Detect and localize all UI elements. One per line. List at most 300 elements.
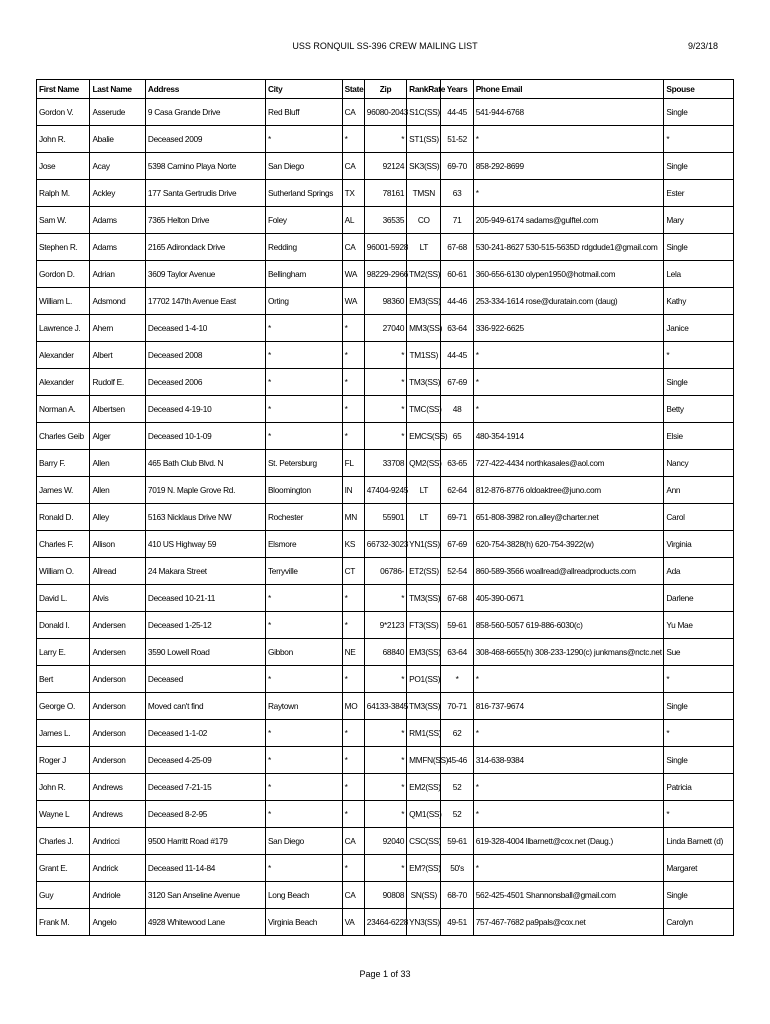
cell-last-name: Anderson: [90, 666, 145, 693]
cell-rank-rate: TM3(SS): [407, 369, 441, 396]
cell-city: Bloomington: [265, 477, 342, 504]
cell-city: St. Petersburg: [265, 450, 342, 477]
cell-years: 49-51: [441, 909, 473, 936]
cell-phone-email: 205-949-6174 sadams@gulftel.com: [473, 207, 664, 234]
cell-years: 62: [441, 720, 473, 747]
cell-state: *: [342, 666, 364, 693]
cell-first-name: Norman A.: [37, 396, 90, 423]
cell-address: 177 Santa Gertrudis Drive: [145, 180, 265, 207]
column-header-phone-email: Phone Email: [473, 80, 664, 99]
cell-spouse: *: [664, 666, 734, 693]
cell-years: 52: [441, 801, 473, 828]
cell-city: Elsmore: [265, 531, 342, 558]
cell-years: 59-61: [441, 828, 473, 855]
cell-address: Deceased 11-14-84: [145, 855, 265, 882]
cell-city: *: [265, 801, 342, 828]
cell-state: *: [342, 774, 364, 801]
cell-rank-rate: LT: [407, 504, 441, 531]
cell-state: NE: [342, 639, 364, 666]
cell-state: CA: [342, 99, 364, 126]
cell-state: *: [342, 369, 364, 396]
cell-last-name: Albertsen: [90, 396, 145, 423]
cell-state: *: [342, 585, 364, 612]
cell-state: *: [342, 315, 364, 342]
cell-zip: *: [364, 801, 406, 828]
cell-spouse: Single: [664, 153, 734, 180]
cell-years: 67-68: [441, 585, 473, 612]
cell-last-name: Andriole: [90, 882, 145, 909]
cell-spouse: Darlene: [664, 585, 734, 612]
table-row: [37, 720, 734, 747]
cell-zip: *: [364, 774, 406, 801]
cell-zip: *: [364, 585, 406, 612]
cell-last-name: Rudolf E.: [90, 369, 145, 396]
cell-first-name: Jose: [37, 153, 90, 180]
cell-last-name: Alvis: [90, 585, 145, 612]
cell-phone-email: 620-754-3828(h) 620-754-3922(w): [473, 531, 664, 558]
cell-state: *: [342, 423, 364, 450]
cell-years: 51-52: [441, 126, 473, 153]
cell-zip: *: [364, 855, 406, 882]
cell-years: 44-46: [441, 288, 473, 315]
column-header-first-name: First Name: [37, 80, 90, 99]
cell-city: Terryville: [265, 558, 342, 585]
cell-years: 52-54: [441, 558, 473, 585]
cell-first-name: George O.: [37, 693, 90, 720]
cell-city: *: [265, 774, 342, 801]
cell-spouse: Lela: [664, 261, 734, 288]
cell-zip: 96001-5928: [364, 234, 406, 261]
cell-rank-rate: RM1(SS): [407, 720, 441, 747]
cell-phone-email: *: [473, 126, 664, 153]
cell-city: Raytown: [265, 693, 342, 720]
cell-zip: 92124: [364, 153, 406, 180]
cell-spouse: Single: [664, 882, 734, 909]
cell-city: *: [265, 666, 342, 693]
cell-last-name: Adsmond: [90, 288, 145, 315]
cell-city: Gibbon: [265, 639, 342, 666]
cell-state: *: [342, 612, 364, 639]
cell-address: Deceased 1-25-12: [145, 612, 265, 639]
cell-city: *: [265, 315, 342, 342]
cell-city: Long Beach: [265, 882, 342, 909]
cell-first-name: John R.: [37, 126, 90, 153]
cell-phone-email: 530-241-8627 530-515-5635D rdgdude1@gmail.com: [473, 234, 664, 261]
cell-city: San Diego: [265, 153, 342, 180]
cell-phone-email: *: [473, 396, 664, 423]
cell-rank-rate: TMC(SS): [407, 396, 441, 423]
cell-years: 63-64: [441, 639, 473, 666]
cell-address: Deceased 1-1-02: [145, 720, 265, 747]
cell-years: 60-61: [441, 261, 473, 288]
cell-state: VA: [342, 909, 364, 936]
table-row: [37, 153, 734, 180]
cell-phone-email: 860-589-3566 woallread@allreadproducts.com: [473, 558, 664, 585]
cell-last-name: Anderson: [90, 747, 145, 774]
cell-phone-email: *: [473, 342, 664, 369]
cell-city: *: [265, 612, 342, 639]
cell-rank-rate: EM3(SS): [407, 288, 441, 315]
cell-state: *: [342, 126, 364, 153]
cell-state: IN: [342, 477, 364, 504]
cell-phone-email: 651-808-3982 ron.alley@charter.net: [473, 504, 664, 531]
table-row: [37, 504, 734, 531]
cell-first-name: Charles F.: [37, 531, 90, 558]
cell-last-name: Allen: [90, 477, 145, 504]
cell-zip: 98229-2966: [364, 261, 406, 288]
cell-rank-rate: ET2(SS): [407, 558, 441, 585]
cell-rank-rate: QM2(SS): [407, 450, 441, 477]
cell-first-name: Donald I.: [37, 612, 90, 639]
cell-years: 70-71: [441, 693, 473, 720]
cell-years: 63-64: [441, 315, 473, 342]
cell-first-name: Grant E.: [37, 855, 90, 882]
cell-zip: 33708: [364, 450, 406, 477]
column-header-state: State: [342, 80, 364, 99]
cell-phone-email: 405-390-0671: [473, 585, 664, 612]
cell-phone-email: 314-638-9384: [473, 747, 664, 774]
cell-rank-rate: TMSN: [407, 180, 441, 207]
table-row: [37, 585, 734, 612]
cell-spouse: Janice: [664, 315, 734, 342]
cell-zip: 23464-6228: [364, 909, 406, 936]
cell-zip: *: [364, 720, 406, 747]
cell-spouse: Ester: [664, 180, 734, 207]
cell-rank-rate: MMFN(SS): [407, 747, 441, 774]
table-row: [37, 315, 734, 342]
cell-phone-email: 308-468-6655(h) 308-233-1290(c) junkmans@nctc.net: [473, 639, 664, 666]
cell-address: Deceased 8-2-95: [145, 801, 265, 828]
cell-years: 62-64: [441, 477, 473, 504]
cell-first-name: Wayne L: [37, 801, 90, 828]
cell-last-name: Asserude: [90, 99, 145, 126]
cell-city: Virginia Beach: [265, 909, 342, 936]
cell-phone-email: *: [473, 855, 664, 882]
cell-address: 465 Bath Club Blvd. N: [145, 450, 265, 477]
cell-city: *: [265, 747, 342, 774]
cell-last-name: Abalie: [90, 126, 145, 153]
column-header-years: Years: [441, 80, 473, 99]
table-row: [37, 207, 734, 234]
cell-last-name: Alger: [90, 423, 145, 450]
cell-spouse: Kathy: [664, 288, 734, 315]
cell-state: *: [342, 396, 364, 423]
cell-first-name: Gordon V.: [37, 99, 90, 126]
cell-zip: *: [364, 126, 406, 153]
cell-city: Orting: [265, 288, 342, 315]
cell-years: 52: [441, 774, 473, 801]
cell-city: *: [265, 855, 342, 882]
table-row: [37, 855, 734, 882]
cell-last-name: Andrews: [90, 801, 145, 828]
cell-state: CA: [342, 234, 364, 261]
cell-state: CA: [342, 882, 364, 909]
cell-first-name: Charles Geib: [37, 423, 90, 450]
cell-years: 48: [441, 396, 473, 423]
cell-zip: 06786-: [364, 558, 406, 585]
cell-phone-email: *: [473, 720, 664, 747]
cell-years: 69-70: [441, 153, 473, 180]
cell-city: *: [265, 585, 342, 612]
cell-zip: 90808: [364, 882, 406, 909]
table-row: [37, 747, 734, 774]
cell-zip: 96080-2043: [364, 99, 406, 126]
cell-spouse: Ann: [664, 477, 734, 504]
cell-state: AL: [342, 207, 364, 234]
crew-mailing-table: [36, 79, 734, 936]
column-header-rank-rate: RankRate: [407, 80, 441, 99]
cell-phone-email: *: [473, 774, 664, 801]
cell-state: CT: [342, 558, 364, 585]
cell-first-name: Roger J: [37, 747, 90, 774]
cell-years: 67-69: [441, 531, 473, 558]
cell-spouse: Margaret: [664, 855, 734, 882]
cell-city: Sutherland Springs: [265, 180, 342, 207]
cell-address: Deceased 2008: [145, 342, 265, 369]
table-row: [37, 261, 734, 288]
cell-address: Deceased 4-19-10: [145, 396, 265, 423]
cell-address: Deceased 2006: [145, 369, 265, 396]
table-row: [37, 450, 734, 477]
cell-rank-rate: YN1(SS): [407, 531, 441, 558]
cell-spouse: *: [664, 720, 734, 747]
cell-rank-rate: LT: [407, 477, 441, 504]
cell-zip: 9*2123: [364, 612, 406, 639]
cell-years: 50's: [441, 855, 473, 882]
cell-phone-email: 812-876-8776 oldoaktree@juno.com: [473, 477, 664, 504]
cell-first-name: Sam W.: [37, 207, 90, 234]
cell-address: Deceased 10-21-11: [145, 585, 265, 612]
cell-last-name: Allread: [90, 558, 145, 585]
cell-first-name: Ralph M.: [37, 180, 90, 207]
cell-last-name: Andrews: [90, 774, 145, 801]
cell-spouse: Single: [664, 234, 734, 261]
cell-spouse: Patricia: [664, 774, 734, 801]
cell-city: Rochester: [265, 504, 342, 531]
column-header-address: Address: [145, 80, 265, 99]
cell-first-name: Larry E.: [37, 639, 90, 666]
cell-city: *: [265, 342, 342, 369]
cell-first-name: Bert: [37, 666, 90, 693]
cell-state: *: [342, 801, 364, 828]
table-row: [37, 234, 734, 261]
cell-rank-rate: QM1(SS): [407, 801, 441, 828]
cell-years: 65: [441, 423, 473, 450]
cell-address: Deceased 1-4-10: [145, 315, 265, 342]
cell-phone-email: 619-328-4004 llbarnett@cox.net (Daug.): [473, 828, 664, 855]
column-header-city: City: [265, 80, 342, 99]
cell-years: 59-61: [441, 612, 473, 639]
cell-first-name: John R.: [37, 774, 90, 801]
cell-rank-rate: S1C(SS): [407, 99, 441, 126]
cell-last-name: Ackley: [90, 180, 145, 207]
cell-zip: *: [364, 666, 406, 693]
cell-rank-rate: TM3(SS): [407, 585, 441, 612]
cell-first-name: Gordon D.: [37, 261, 90, 288]
cell-zip: 36535: [364, 207, 406, 234]
cell-rank-rate: TM2(SS): [407, 261, 441, 288]
page-number: Page 1 of 33: [359, 969, 411, 979]
cell-address: Deceased 2009: [145, 126, 265, 153]
cell-address: 410 US Highway 59: [145, 531, 265, 558]
cell-state: FL: [342, 450, 364, 477]
table-row: [37, 558, 734, 585]
cell-address: 2165 Adirondack Drive: [145, 234, 265, 261]
cell-years: *: [441, 666, 473, 693]
cell-state: MO: [342, 693, 364, 720]
cell-state: TX: [342, 180, 364, 207]
cell-rank-rate: EM?(SS): [407, 855, 441, 882]
table-row: [37, 774, 734, 801]
cell-zip: 68840: [364, 639, 406, 666]
table-row: [37, 423, 734, 450]
cell-zip: 55901: [364, 504, 406, 531]
cell-years: 63: [441, 180, 473, 207]
table-row: [37, 126, 734, 153]
cell-years: 71: [441, 207, 473, 234]
cell-spouse: Carolyn: [664, 909, 734, 936]
table-row: [37, 801, 734, 828]
cell-city: Foley: [265, 207, 342, 234]
cell-spouse: Single: [664, 747, 734, 774]
cell-rank-rate: EM3(SS): [407, 639, 441, 666]
table-row: [37, 828, 734, 855]
table-row: [37, 369, 734, 396]
cell-city: *: [265, 720, 342, 747]
cell-spouse: Nancy: [664, 450, 734, 477]
table-row: [37, 531, 734, 558]
cell-years: 67-69: [441, 369, 473, 396]
table-row: [37, 180, 734, 207]
cell-years: 69-71: [441, 504, 473, 531]
document-date: 9/23/18: [687, 41, 718, 51]
cell-last-name: Albert: [90, 342, 145, 369]
cell-first-name: William L.: [37, 288, 90, 315]
cell-address: 7019 N. Maple Grove Rd.: [145, 477, 265, 504]
cell-state: KS: [342, 531, 364, 558]
cell-address: Deceased 4-25-09: [145, 747, 265, 774]
column-header-zip: Zip: [364, 80, 406, 99]
cell-phone-email: 480-354-1914: [473, 423, 664, 450]
cell-rank-rate: EMCS(SS): [407, 423, 441, 450]
cell-zip: 27040: [364, 315, 406, 342]
cell-first-name: James L.: [37, 720, 90, 747]
cell-years: 45-46: [441, 747, 473, 774]
cell-last-name: Anderson: [90, 720, 145, 747]
cell-spouse: Linda Barnett (d): [664, 828, 734, 855]
cell-address: 9500 Harritt Road #179: [145, 828, 265, 855]
cell-spouse: *: [664, 342, 734, 369]
cell-city: *: [265, 369, 342, 396]
cell-state: CA: [342, 153, 364, 180]
cell-first-name: Alexander: [37, 369, 90, 396]
cell-phone-email: 757-467-7682 pa9pals@cox.net: [473, 909, 664, 936]
cell-spouse: Carol: [664, 504, 734, 531]
table-row: [37, 639, 734, 666]
cell-zip: *: [364, 423, 406, 450]
cell-last-name: Allen: [90, 450, 145, 477]
cell-rank-rate: EM2(SS): [407, 774, 441, 801]
cell-spouse: Ada: [664, 558, 734, 585]
cell-zip: 98360: [364, 288, 406, 315]
cell-phone-email: 253-334-1614 rose@duratain.com (daug): [473, 288, 664, 315]
cell-zip: *: [364, 747, 406, 774]
cell-phone-email: 562-425-4501 Shannonsball@gmail.com: [473, 882, 664, 909]
cell-spouse: Single: [664, 99, 734, 126]
cell-phone-email: *: [473, 369, 664, 396]
document-title: USS RONQUIL SS-396 CREW MAILING LIST: [292, 41, 478, 51]
cell-city: *: [265, 396, 342, 423]
cell-years: 44-45: [441, 99, 473, 126]
cell-spouse: *: [664, 126, 734, 153]
cell-phone-email: *: [473, 180, 664, 207]
cell-spouse: Sue: [664, 639, 734, 666]
cell-first-name: Alexander: [37, 342, 90, 369]
cell-state: WA: [342, 288, 364, 315]
cell-last-name: Adams: [90, 207, 145, 234]
cell-rank-rate: YN3(SS): [407, 909, 441, 936]
table-row: [37, 693, 734, 720]
cell-address: Deceased: [145, 666, 265, 693]
cell-years: 63-65: [441, 450, 473, 477]
cell-phone-email: *: [473, 666, 664, 693]
cell-state: MN: [342, 504, 364, 531]
cell-address: 4928 Whitewood Lane: [145, 909, 265, 936]
cell-first-name: Barry F.: [37, 450, 90, 477]
cell-address: 17702 147th Avenue East: [145, 288, 265, 315]
cell-city: *: [265, 423, 342, 450]
cell-address: 3609 Taylor Avenue: [145, 261, 265, 288]
cell-city: *: [265, 126, 342, 153]
cell-state: *: [342, 720, 364, 747]
cell-rank-rate: SN(SS): [407, 882, 441, 909]
cell-rank-rate: LT: [407, 234, 441, 261]
table-row: [37, 342, 734, 369]
cell-rank-rate: FT3(SS): [407, 612, 441, 639]
cell-address: 3590 Lowell Road: [145, 639, 265, 666]
cell-first-name: David L.: [37, 585, 90, 612]
cell-first-name: Guy: [37, 882, 90, 909]
cell-address: Deceased 7-21-15: [145, 774, 265, 801]
cell-phone-email: 727-422-4434 northkasales@aol.com: [473, 450, 664, 477]
header-row: [37, 80, 734, 99]
cell-zip: 47404-9245: [364, 477, 406, 504]
cell-rank-rate: ST1(SS): [407, 126, 441, 153]
cell-phone-email: 858-292-8699: [473, 153, 664, 180]
cell-address: 5398 Camino Playa Norte: [145, 153, 265, 180]
table-row: [37, 477, 734, 504]
cell-last-name: Andrick: [90, 855, 145, 882]
cell-spouse: Yu Mae: [664, 612, 734, 639]
table-row: [37, 882, 734, 909]
cell-first-name: Frank M.: [37, 909, 90, 936]
table-row: [37, 288, 734, 315]
cell-state: *: [342, 855, 364, 882]
cell-spouse: Single: [664, 369, 734, 396]
cell-phone-email: 360-656-6130 olypen1950@hotmail.com: [473, 261, 664, 288]
cell-zip: *: [364, 369, 406, 396]
cell-phone-email: 541-944-6768: [473, 99, 664, 126]
cell-state: *: [342, 747, 364, 774]
cell-first-name: Stephen R.: [37, 234, 90, 261]
column-header-last-name: Last Name: [90, 80, 145, 99]
cell-rank-rate: TM1SS): [407, 342, 441, 369]
cell-state: *: [342, 342, 364, 369]
cell-last-name: Adrian: [90, 261, 145, 288]
cell-rank-rate: TM3(SS): [407, 693, 441, 720]
cell-rank-rate: PO1(SS): [407, 666, 441, 693]
cell-address: 24 Makara Street: [145, 558, 265, 585]
